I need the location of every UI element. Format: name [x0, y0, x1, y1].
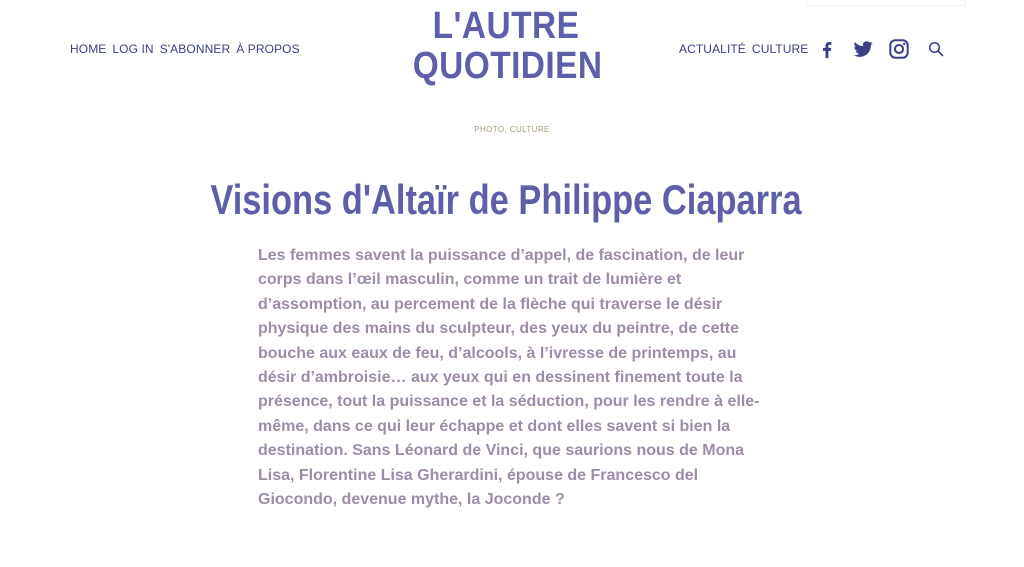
- nav-about[interactable]: À PROPOS: [236, 42, 300, 56]
- nav-login[interactable]: LOG IN: [112, 42, 154, 56]
- twitter-icon[interactable]: [852, 38, 874, 60]
- nav-culture[interactable]: CULTURE: [751, 42, 809, 56]
- category-separator: ,: [504, 125, 510, 134]
- instagram-icon[interactable]: [888, 38, 910, 60]
- logo-line-2: QUOTIDIEN: [412, 45, 603, 87]
- section-nav: [679, 42, 808, 56]
- top-search-box[interactable]: [806, 0, 966, 6]
- logo-line-1: L'AUTRE: [432, 5, 580, 47]
- article-intro: Les femmes savent la puissance d’appel, de fascination, de leur corps dans l’œil masculin, comme un trait de lumière et d’assomption, au percement de la flèche qui traverse le désir physique des mains du sculpteur, des yeux du peintre, de cette bouche aux eaux de feu, d’alcools, à l’ivresse de printemps, au désir d’ambroisie… aux yeux qui en dessinent finement toute la présence, tout la puissance et la séduction, pour les rendre à elle-même, dans ce qui leur échappe et dont elles savent si bien la destination. Sans Léonard de Vinci, que saurions nous de Mona Lisa, Florentine Lisa Gherardini, épouse de Francesco del Giocondo, devenue mythe, la Joconde ?: [258, 247, 760, 509]
- primary-nav: [70, 42, 300, 56]
- nav-actualite[interactable]: ACTUALITÉ: [679, 42, 746, 56]
- article-title: Visions d'Altaïr de Philippe Ciaparra: [210, 176, 802, 223]
- site-logo[interactable]: [412, 5, 603, 87]
- category-culture[interactable]: CULTURE: [509, 125, 550, 134]
- nav-home[interactable]: HOME: [70, 42, 107, 56]
- category-photo[interactable]: PHOTO: [474, 125, 505, 134]
- social-links: [816, 38, 944, 60]
- nav-subscribe[interactable]: S'ABONNER: [159, 42, 231, 56]
- search-icon[interactable]: [928, 41, 944, 57]
- facebook-icon[interactable]: [816, 38, 838, 60]
- article-categories: [0, 125, 1024, 134]
